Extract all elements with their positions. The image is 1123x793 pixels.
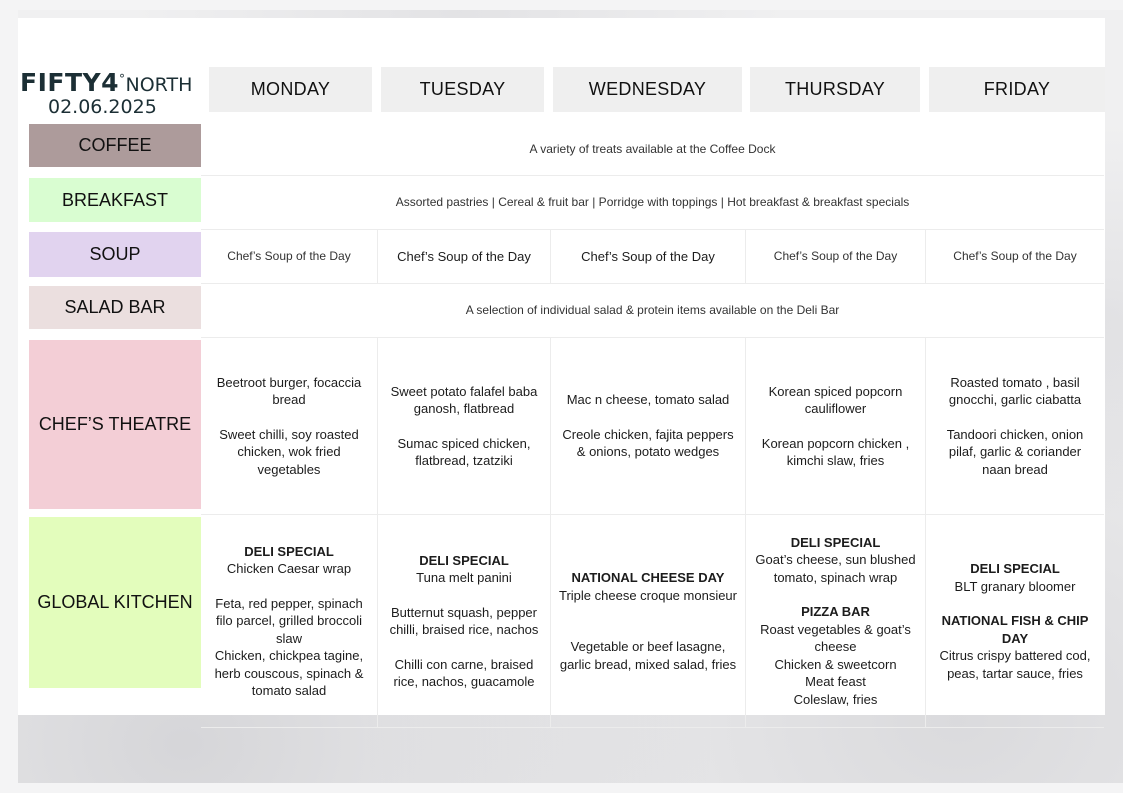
global-kitchen-wednesday [551, 515, 745, 727]
dish: Citrus crispy battered cod, peas, tartar sauce, fries [939, 648, 1091, 681]
logo-degree: ° [119, 72, 126, 86]
dish: Feta, red pepper, spinach filo parcel, grilled broccoli slaw [215, 595, 363, 646]
dish: Chicken, chickpea tagine, herb couscous, spinach & tomato salad [214, 648, 364, 698]
dish: Chicken & sweetcorn [774, 656, 897, 672]
row-label-global-kitchen: GLOBAL KITCHEN [29, 517, 201, 688]
global-kitchen-thursday [746, 515, 925, 727]
global-kitchen-monday [201, 515, 377, 727]
breakfast-text: Assorted pastries | Cereal & fruit bar | Porridge with toppings | Hot breakfast & breakfast specials [395, 194, 910, 209]
dish: Goat’s cheese, sun blushed tomato, spinach wrap [755, 552, 916, 585]
chefs-theatre-friday [926, 338, 1104, 514]
dish: Sweet potato falafel baba ganosh, flatbread [390, 383, 538, 416]
day-header-friday: FRIDAY [929, 67, 1105, 112]
dish: Korean popcorn chicken , kimchi slaw, fries [761, 435, 910, 468]
dish: Sweet chilli, soy roasted chicken, wok fried vegetables [219, 426, 359, 477]
logo-brand [20, 68, 193, 98]
row-label-breakfast: BREAKFAST [29, 178, 201, 222]
deli-special-heading: DELI SPECIAL [790, 534, 881, 550]
menu-date: 02.06.2025 [48, 96, 157, 118]
dish: Korean spiced popcorn cauliflower [768, 383, 903, 416]
dish: Roasted tomato , basil gnocchi, garlic ciabatta [948, 374, 1082, 408]
dish: Triple cheese croque monsieur [559, 587, 737, 603]
day-header-tuesday: TUESDAY [381, 67, 544, 112]
dish: Mac n cheese, tomato salad [566, 392, 730, 408]
chefs-theatre-wednesday [551, 338, 745, 514]
dish: Sumac spiced chicken, flatbread, tzatziki [397, 435, 531, 468]
chefs-theatre-tuesday [378, 338, 550, 514]
national-fish-chip-day-heading: NATIONAL FISH & CHIP DAY [941, 613, 1089, 646]
salad-bar-text: A selection of individual salad & protein items available on the Deli Bar [465, 302, 840, 317]
dish: Coleslaw, fries [793, 691, 878, 707]
national-cheese-day-heading: NATIONAL CHEESE DAY [571, 570, 725, 585]
logo-brand-main: FIFTY4 [20, 68, 120, 97]
dish: Creole chicken, fajita peppers & onions, potato wedges [562, 426, 734, 460]
deli-special-heading: DELI SPECIAL [244, 543, 334, 559]
soup-friday: Chef’s Soup of the Day [953, 248, 1077, 263]
dish: Meat feast [805, 674, 866, 690]
dish: Tandoori chicken, onion pilaf, garlic & coriander naan bread [946, 426, 1084, 477]
logo [20, 68, 193, 118]
dish: BLT granary bloomer [954, 578, 1076, 594]
row-label-chefs-theatre: CHEF’S THEATRE [29, 340, 201, 509]
row-divider [201, 727, 1104, 728]
pizza-bar-heading: PIZZA BAR [801, 604, 870, 620]
global-kitchen-friday [926, 515, 1104, 727]
dish: Vegetable or beef lasagne, garlic bread, mixed salad, fries [559, 639, 737, 672]
coffee-text: A variety of treats available at the Coffee Dock [529, 141, 776, 156]
dish: Tuna melt panini [416, 570, 512, 585]
chefs-theatre-thursday [746, 338, 925, 514]
row-label-coffee: COFFEE [29, 124, 201, 167]
soup-wednesday: Chef’s Soup of the Day [581, 248, 715, 264]
deli-special-heading: DELI SPECIAL [970, 561, 1060, 576]
day-header-wednesday: WEDNESDAY [553, 67, 742, 112]
dish: Beetroot burger, focaccia bread [216, 374, 362, 408]
global-kitchen-tuesday [378, 515, 550, 727]
dish: Butternut squash, pepper chilli, braised rice, nachos [389, 604, 539, 637]
row-label-soup: SOUP [29, 232, 201, 277]
chefs-theatre-monday [201, 338, 377, 514]
day-header-thursday: THURSDAY [750, 67, 920, 112]
soup-thursday: Chef’s Soup of the Day [773, 248, 898, 263]
soup-tuesday: Chef’s Soup of the Day [397, 248, 531, 264]
day-header-monday: MONDAY [209, 67, 372, 112]
dish: Chilli con carne, braised rice, nachos, guacamole [393, 656, 535, 689]
deli-special-heading: DELI SPECIAL [419, 552, 509, 568]
dish: Roast vegetables & goat’s cheese [760, 621, 911, 655]
soup-monday: Chef’s Soup of the Day [227, 248, 351, 263]
row-label-salad-bar: SALAD BAR [29, 286, 201, 329]
logo-brand-north: NORTH [125, 74, 193, 96]
dish: Chicken Caesar wrap [226, 561, 352, 576]
